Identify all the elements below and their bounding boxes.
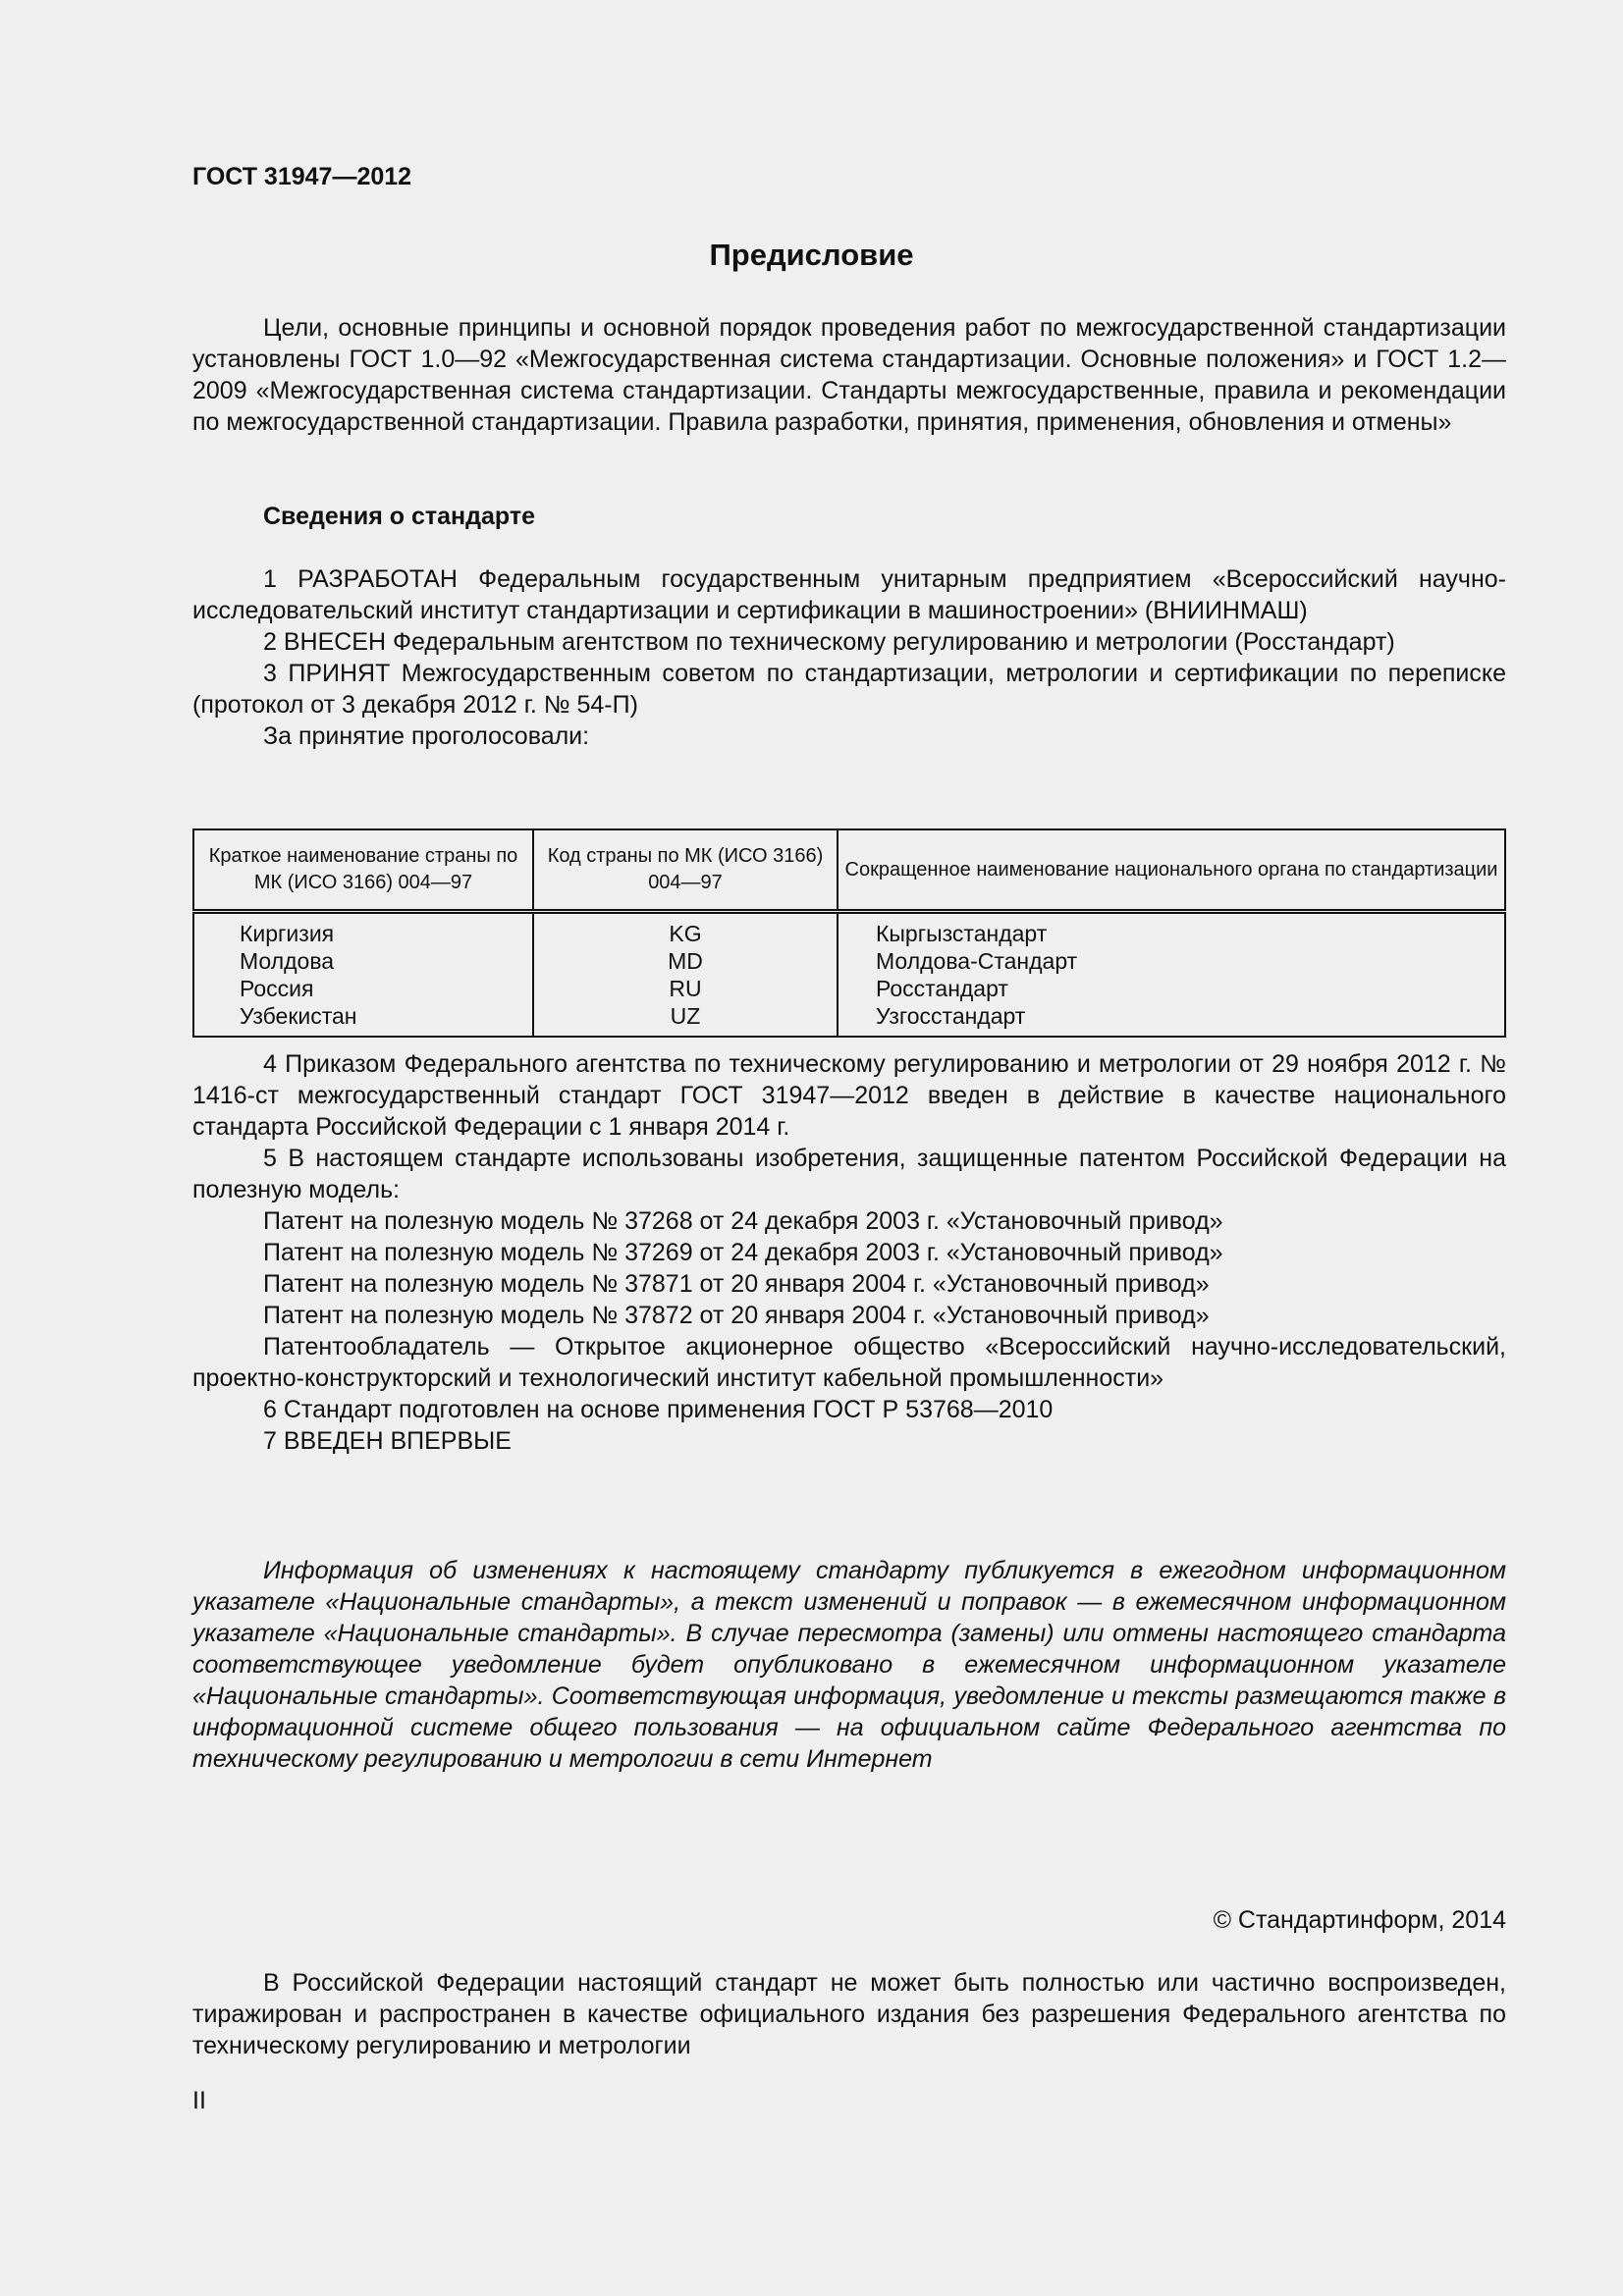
item-3: 3 ПРИНЯТ Межгосударственным советом по стандартизации, метрологии и сертификации по переписке (протокол от 3 декабря 2012 г. № 54-П): [192, 660, 1506, 719]
item-6: 6 Стандарт подготовлен на основе применения ГОСТ Р 53768—2010: [263, 1396, 1054, 1423]
copyright-line: © Стандартинформ, 2014: [1213, 1906, 1506, 1934]
item-5: 5 В настоящем стандарте использованы изобретения, защищенные патентом Российской Федерации на полезную модель:: [192, 1145, 1506, 1203]
standard-info-items-continued: [192, 1048, 1506, 1457]
patent-holder: Патентообладатель — Открытое акционерное общество «Всероссийский научно-исследовательский, проектно-конструкторский и технологический институт кабельной промышленности»: [192, 1333, 1506, 1392]
header-body: Сокращенное наименование национального органа по стандартизации: [838, 829, 1505, 912]
header-country: Краткое наименование страны по МК (ИСО 3166) 004—97: [193, 829, 533, 912]
standards-body: Молдова-Стандарт: [876, 948, 1078, 974]
notice-paragraph: Информация об изменениях к настоящему стандарту публикуется в ежегодном информационном указателе «Национальные стандарты», а текст изменений и поправок — в ежемесячном информационном указателе «Национальные стандарты». В случае пересмотра (замены) или отмены настоящего стандарта соответствующее уведомление будет опубликовано в ежемесячном информационном указателе «Национальные стандарты». Соответствующая информация, уведомление и тексты размещаются также в информационной системе общего пользования — на официальном сайте Федерального агентства по техническому регулированию и метрологии в сети Интернет: [192, 1557, 1506, 1773]
country-name: Россия: [240, 976, 314, 1001]
codes-cell: [533, 912, 838, 1038]
voting-table-wrapper: [192, 828, 1506, 1038]
item-7: 7 ВВЕДЕН ВПЕРВЫЕ: [263, 1427, 512, 1455]
voting-table: [192, 828, 1506, 1038]
table-header-row: [193, 829, 1505, 912]
standard-code-header: ГОСТ 31947—2012: [192, 163, 412, 190]
changes-notice: [192, 1555, 1506, 1775]
country-name: Узбекистан: [240, 1003, 357, 1029]
standards-body: Росстандарт: [876, 976, 1008, 1001]
patent-line: Патент на полезную модель № 37871 от 20 января 2004 г. «Установочный привод»: [263, 1270, 1210, 1298]
country-name: Киргизия: [240, 921, 335, 946]
patent-line: Патент на полезную модель № 37269 от 24 декабря 2003 г. «Установочный привод»: [263, 1239, 1223, 1266]
bodies-cell: [838, 912, 1505, 1038]
reproduction-paragraph: В Российской Федерации настоящий стандарт не может быть полностью или частично воспроизведен, тиражирован и распространен в качестве официального издания без разрешения Федерального агентства по техническому регулированию и метрологии: [192, 1969, 1506, 2059]
section-subtitle: Сведения о стандарте: [263, 503, 536, 530]
reproduction-notice: [192, 1967, 1506, 2061]
intro-paragraph: Цели, основные принципы и основной порядок проведения работ по межгосударственной стандартизации установлены ГОСТ 1.0—92 «Межгосударственная система стандартизации. Основные положения» и ГОСТ 1.2—2009 «Межгосударственная система стандартизации. Стандарты межгосударственные, правила и рекомендации по межгосударственной стандартизации. Правила разработки, принятия, применения, обновления и отмены»: [192, 314, 1506, 436]
voted-label: За принятие проголосовали:: [263, 722, 590, 750]
standards-body: Кыргызстандарт: [876, 921, 1048, 946]
item-1: 1 РАЗРАБОТАН Федеральным государственным унитарным предприятием «Всероссийский научно-исследовательский институт стандартизации и сертификации в машиностроении» (ВНИИНМАШ): [192, 565, 1506, 624]
countries-cell: [193, 912, 533, 1038]
patent-line: Патент на полезную модель № 37268 от 24 декабря 2003 г. «Установочный привод»: [263, 1207, 1223, 1235]
country-code: MD: [668, 948, 703, 974]
country-name: Молдова: [240, 948, 335, 974]
item-2: 2 ВНЕСЕН Федеральным агентством по техническому регулированию и метрологии (Росстандарт): [263, 628, 1395, 656]
standards-body: Узгосстандарт: [876, 1003, 1026, 1029]
page-title: Предисловие: [709, 238, 914, 272]
patent-line: Патент на полезную модель № 37872 от 20 января 2004 г. «Установочный привод»: [263, 1302, 1210, 1329]
country-code: RU: [669, 976, 702, 1001]
standard-info-items: [192, 563, 1506, 752]
header-code: Код страны по МК (ИСО 3166) 004—97: [533, 829, 838, 912]
table-row: [193, 912, 1505, 1038]
intro-section: [192, 312, 1506, 438]
item-4: 4 Приказом Федерального агентства по техническому регулированию и метрологии от 29 ноября 2012 г. № 1416-ст межгосударственный стандарт ГОСТ 31947—2012 введен в действие в качестве национального стандарта Российской Федерации с 1 января 2014 г.: [192, 1050, 1506, 1141]
country-code: UZ: [670, 1003, 701, 1029]
country-code: KG: [669, 921, 702, 946]
page-number: II: [192, 2087, 206, 2114]
